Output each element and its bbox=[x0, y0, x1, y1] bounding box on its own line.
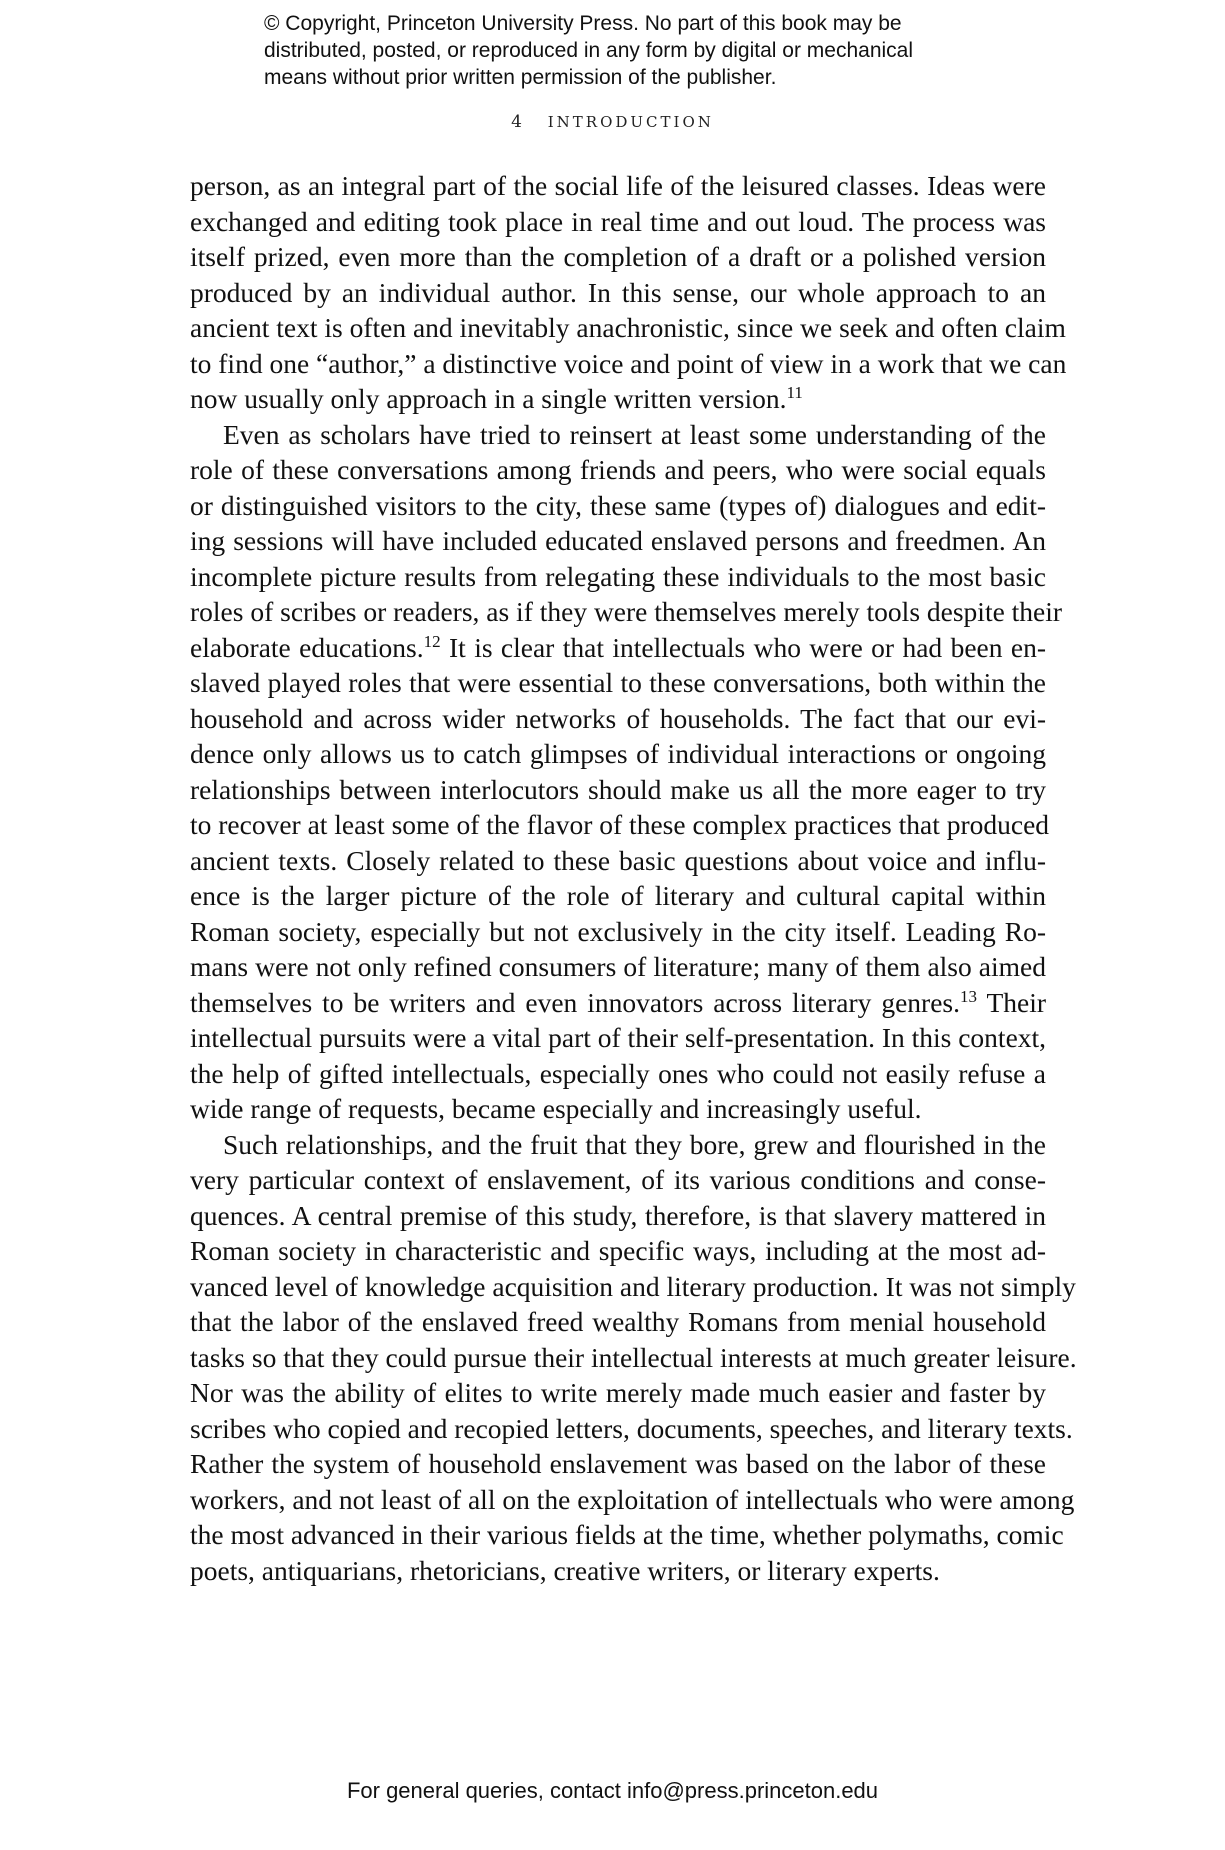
text-line: person, as an integral part of the social life of the leisured classes. Ideas were bbox=[190, 170, 1046, 201]
text-line: dence only allows us to catch glimpses of individual interactions or ongoing bbox=[190, 738, 1046, 769]
copyright-line: © Copyright, Princeton University Press. No part of this book may be bbox=[264, 12, 902, 35]
text-segment: themselves to be writers and even innovators across literary genres. bbox=[190, 986, 960, 1018]
text-line: that the labor of the enslaved freed wealthy Romans from menial household bbox=[190, 1306, 1046, 1337]
text-line: the most advanced in their various fields at the time, whether polymaths, comic bbox=[190, 1519, 1064, 1550]
text-segment: now usually only approach in a single written version. bbox=[190, 383, 787, 414]
text-line: vanced level of knowledge acquisition and literary production. It was not simply bbox=[190, 1270, 1076, 1302]
paragraph-1 bbox=[190, 168, 1067, 417]
page-number: 4 bbox=[511, 112, 522, 132]
text-segment: It is clear that intellectuals who were or had been en- bbox=[440, 631, 1046, 663]
text-line: roles of scribes or readers, as if they were themselves merely tools despite their bbox=[190, 596, 1063, 627]
text-line: slaved played roles that were essential to these conversations, both within the bbox=[190, 667, 1046, 698]
text-line: scribes who copied and recopied letters, documents, speeches, and literary texts. bbox=[190, 1412, 1073, 1444]
text-line: role of these conversations among friends and peers, who were social equals bbox=[190, 454, 1046, 485]
text-line: relationships between interlocutors should make us all the more eager to try bbox=[190, 773, 1046, 805]
text-segment: elaborate educations. bbox=[190, 631, 424, 663]
text-line: Roman society, especially but not exclusively in the city itself. Leading Ro- bbox=[190, 915, 1046, 947]
footnote-ref: 11 bbox=[786, 382, 803, 402]
text-line bbox=[190, 381, 1046, 417]
text-line: to recover at least some of the flavor of these complex practices that produced bbox=[190, 809, 1050, 840]
text-line: workers, and not least of all on the exploitation of intellectuals who were among bbox=[190, 1483, 1075, 1515]
text-line: Nor was the ability of elites to write merely made much easier and faster by bbox=[190, 1377, 1046, 1408]
text-line: tasks so that they could pursue their intellectual interests at much greater leisure. bbox=[190, 1341, 1077, 1373]
text-line: Rather the system of household enslavement was based on the labor of these bbox=[190, 1448, 1046, 1479]
paragraph-2 bbox=[190, 417, 1063, 1127]
text-segment: Their bbox=[976, 986, 1046, 1018]
section-title: INTRODUCTION bbox=[547, 113, 714, 131]
text-line: ancient text is often and inevitably anachronistic, since we seek and often claim bbox=[190, 312, 1066, 343]
text-line: produced by an individual author. In this sense, our whole approach to an bbox=[190, 276, 1046, 308]
text-line: poets, antiquarians, rhetoricians, creative writers, or literary experts. bbox=[190, 1554, 940, 1586]
text-line bbox=[190, 985, 1046, 1021]
text-line bbox=[190, 630, 1046, 666]
text-line: Even as scholars have tried to reinsert at least some understanding of the bbox=[223, 418, 1046, 450]
running-head bbox=[0, 112, 1225, 132]
text-line: household and across wider networks of households. The fact that our evi- bbox=[190, 702, 1046, 734]
copyright-line: means without prior written permission of the publisher. bbox=[264, 66, 777, 89]
text-line: itself prized, even more than the completion of a draft or a polished version bbox=[190, 241, 1046, 272]
footnote-ref: 12 bbox=[423, 631, 441, 651]
copyright-line: distributed, posted, or reproduced in any form by digital or mechanical bbox=[264, 39, 914, 62]
text-line: quences. A central premise of this study, therefore, is that slavery mattered in bbox=[190, 1199, 1046, 1231]
text-line: ancient texts. Closely related to these basic questions about voice and influ- bbox=[190, 844, 1046, 876]
text-line: to find one “author,” a distinctive voice and point of view in a work that we can bbox=[190, 347, 1067, 379]
text-line: intellectual pursuits were a vital part of their self-presentation. In this context, bbox=[190, 1022, 1047, 1053]
text-line: exchanged and editing took place in real time and out loud. The process was bbox=[190, 205, 1046, 237]
copyright-notice bbox=[264, 10, 984, 91]
text-line: incomplete picture results from relegating these individuals to the most basic bbox=[190, 560, 1046, 592]
text-line: wide range of requests, became especially and increasingly useful. bbox=[190, 1093, 922, 1124]
text-line: Roman society in characteristic and specific ways, including at the most ad- bbox=[190, 1235, 1046, 1266]
text-line: very particular context of enslavement, of its various conditions and conse- bbox=[190, 1164, 1046, 1195]
text-line: Such relationships, and the fruit that they bore, grew and flourished in the bbox=[223, 1128, 1046, 1160]
paragraph-3 bbox=[190, 1127, 1077, 1589]
text-line: ing sessions will have included educated enslaved persons and freedmen. An bbox=[190, 525, 1046, 556]
text-line: mans were not only refined consumers of literature; many of them also aimed bbox=[190, 951, 1046, 982]
body-text bbox=[190, 168, 1077, 1588]
text-line: or distinguished visitors to the city, these same (types of) dialogues and edit- bbox=[190, 489, 1046, 521]
text-line: ence is the larger picture of the role of literary and cultural capital within bbox=[190, 880, 1046, 911]
footer-contact: For general queries, contact info@press.princeton.edu bbox=[346, 1778, 879, 1803]
footnote-ref: 13 bbox=[959, 986, 977, 1006]
text-line: the help of gifted intellectuals, especially ones who could not easily refuse a bbox=[190, 1057, 1046, 1089]
